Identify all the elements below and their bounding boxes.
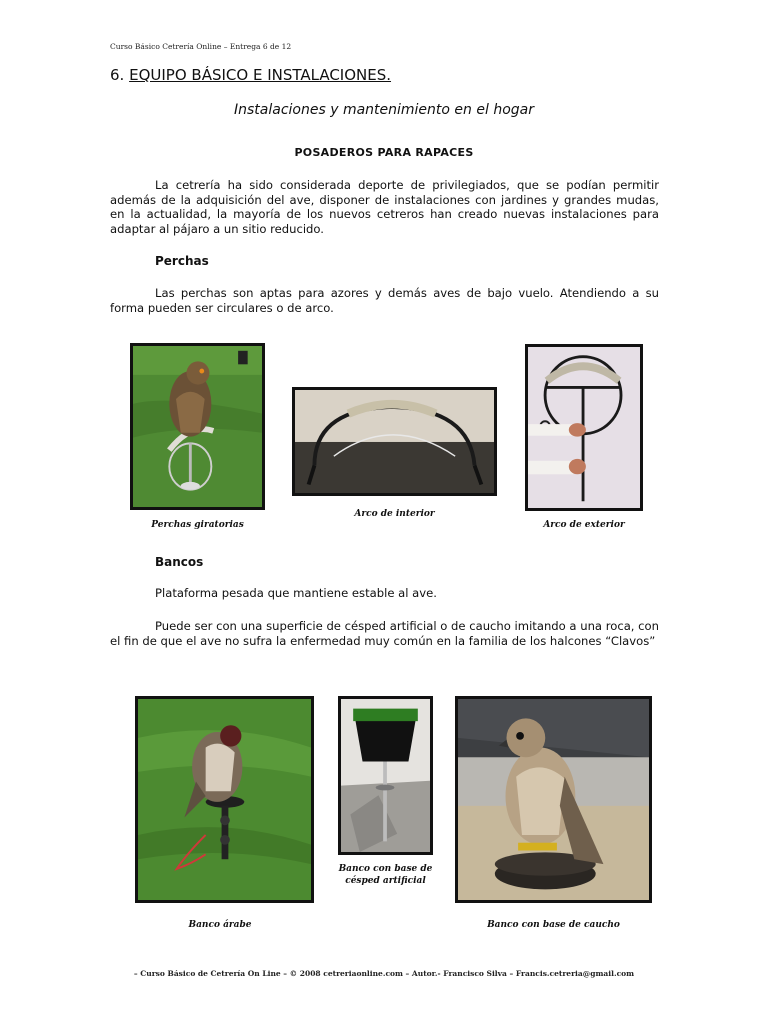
caption-banco-arabe: Banco árabe (188, 920, 252, 930)
bancos-paragraph-2-text: Puede ser con una superficie de césped artificial o de caucho imitando a una roca, con el fin de que el ave no sufra la enfermedad muy común en la familia de los halcones “Clavos” (110, 619, 659, 648)
caption-arco-interior: Arco de interior (354, 509, 435, 519)
intro-paragraph-text: La cetrería ha sido considerada deporte de privilegiados, que se podían permitir además de la adquisición del ave, disponer de instalaciones con jardines y grandes mudas, en la actualidad, la mayoría de los nuevos cetreros han creado nuevas instalaciones para adaptar al pájaro a un sitio reducido. (110, 178, 659, 236)
falcon-on-rubber-block-photo (455, 696, 652, 903)
falcon-on-arab-block-photo (135, 696, 314, 903)
perchas-heading: Perchas (155, 254, 209, 268)
caption-arco-exterior: Arco de exterior (543, 520, 625, 530)
caption-perchas-giratorias: Perchas giratorias (151, 520, 244, 530)
chapter-heading (110, 66, 391, 84)
perchas-paragraph-text: Las perchas son aptas para azores y demás aves de bajo vuelo. Atendiendo a su forma pueden ser circulares o de arco. (110, 286, 659, 315)
bancos-paragraph-1-text: Plataforma pesada que mantiene estable al ave. (155, 586, 437, 600)
owl-on-ring-perch-photo (130, 343, 265, 510)
chapter-number: 6. (110, 66, 125, 84)
page-subtitle: Instalaciones y mantenimiento en el hogar (234, 102, 534, 118)
perchas-paragraph (110, 286, 659, 315)
indoor-arch-perch-photo (292, 387, 497, 496)
bancos-paragraph-2 (110, 619, 659, 648)
intro-paragraph (110, 178, 659, 236)
page-footer: – Curso Básico de Cetrería On Line – © 2008 cetreriaonline.com – Autor.- Francisco Silva – Francis.cetreria@gmail.com (133, 969, 635, 978)
caption-banco-cesped: Banco con base de césped artificial (338, 864, 433, 886)
outdoor-arch-perch-photo (525, 344, 643, 511)
section-title: POSADEROS PARA RAPACES (294, 146, 474, 159)
bancos-heading: Bancos (155, 555, 204, 569)
chapter-title: EQUIPO BÁSICO E INSTALACIONES. (129, 66, 392, 84)
artificial-grass-block-photo (338, 696, 433, 855)
bancos-paragraph-1 (110, 586, 659, 601)
caption-banco-caucho: Banco con base de caucho (487, 920, 620, 930)
running-header: Curso Básico Cetrería Online – Entrega 6 de 12 (110, 42, 292, 51)
